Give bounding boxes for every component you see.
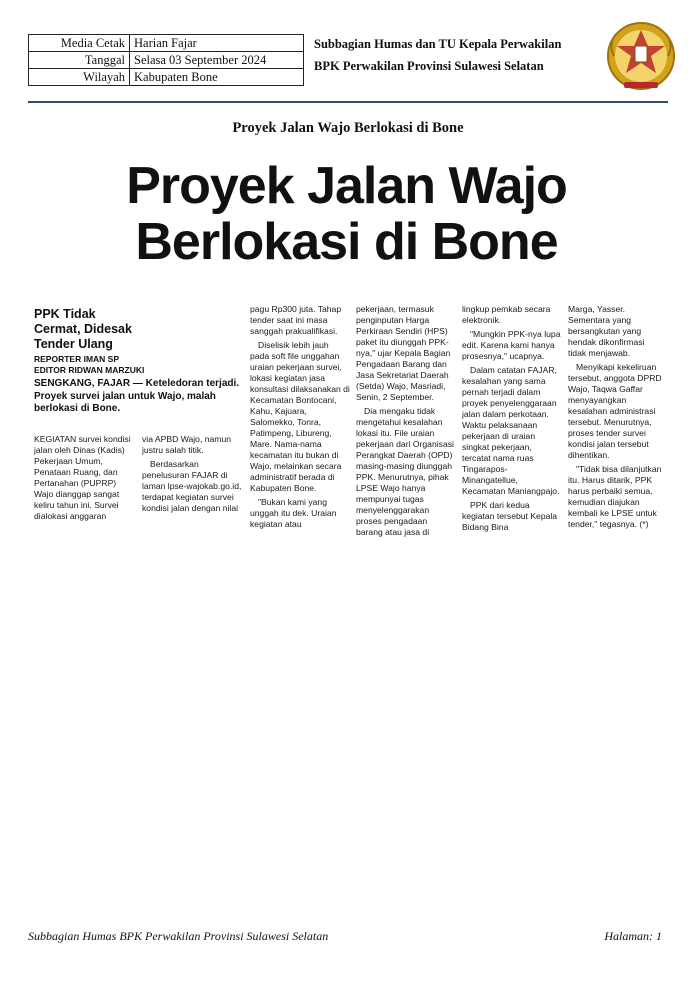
article-lead: SENGKANG, FAJAR — Keteledoran terjadi. Proyek survei jalan untuk Wajo, malah berlokasi di Bone. bbox=[34, 378, 240, 414]
paragraph: Dalam catatan FAJAR, kesalahan yang sama pernah terjadi dalam proyek penyelenggaraan jalan dalam perkotaan. Waktu pelaksanaan pekerjaan di uraian singkat pekerjaan, tercatat nama ruas Tingarapos-Minangatellue, Kecamatan Maniangpajo. bbox=[462, 365, 560, 496]
paragraph: "Bukan kami yang unggah itu dek. Uraian kegiatan atau bbox=[250, 497, 337, 529]
article-column-4 bbox=[356, 304, 456, 541]
page-number: Halaman: 1 bbox=[604, 929, 662, 943]
office-name bbox=[314, 33, 561, 77]
paragraph: Berdasarkan penelusuran FAJAR di laman lpse-wajokab.go.id, terdapat kegiatan survei kondisi jalan dengan nilai bbox=[142, 459, 242, 513]
region-info-row bbox=[29, 69, 304, 86]
paragraph: "Tidak bisa dilanjutkan itu. Harus ditarik, PPK harus perbaiki semua, kemudian diajukan kembali ke LPSE untuk tender," tegasnya. (*) bbox=[568, 464, 662, 529]
region-label: Wilayah bbox=[29, 69, 130, 86]
paragraph: Marga, Yasser. Sementara yang bersangkutan yang hendak dikonfirmasi tidak menjawab. bbox=[568, 304, 645, 358]
article-column-5 bbox=[462, 304, 562, 536]
document-title: Proyek Jalan Wajo Berlokasi di Bone bbox=[232, 120, 464, 136]
footer-office: Subbagian Humas BPK Perwakilan Provinsi Sulawesi Selatan bbox=[28, 929, 329, 943]
headline-line-2: Berlokasi di Bone bbox=[135, 213, 558, 271]
article-column-2 bbox=[142, 434, 244, 517]
media-value: Harian Fajar bbox=[130, 35, 304, 52]
paragraph: PPK dari kedua kegiatan tersebut Kepala Bidang Bina bbox=[462, 500, 558, 532]
office-line-1: Subbagian Humas dan TU Kepala Perwakilan bbox=[314, 37, 562, 51]
region-value: Kabupaten Bone bbox=[130, 69, 304, 86]
media-info-row bbox=[29, 35, 304, 52]
paragraph: pekerjaan, termasuk penginputan Harga Perkiraan Sendiri (HPS) paket itu diunggah PPK-nya," ujar Kepala Bagian Pengadaan Barang dan Jasa Sekretariat Daerah (Setda) Wajo, Masriadi, Senin, 2 September. bbox=[356, 304, 451, 402]
paragraph: Diselisik lebih jauh pada soft file unggahan uraian pekerjaan survei, lokasi kegiatan jasa konsultasi dilaksanakan di Kecamatan Bontocani, Kahu, Kajuara, Salomekko, Tonra, Patimpeng, Libureng, Mare. Nama-nama kecamatan itu bukan di Wajo, melainkan secara administratif berada di Kabupaten Bone. bbox=[250, 340, 350, 493]
media-label: Media Cetak bbox=[29, 35, 130, 52]
paragraph: Dia mengaku tidak mengetahui kesalahan lokasi itu. File uraian pekerjaan dari Organisasi Perangkat Daerah (OPD) masing-masing diunggah PPK. Menurutnya, pihak LPSE Wajo hanya mempunyai tugas menyelenggarakan proses pengadaan barang atau jasa di bbox=[356, 406, 454, 537]
article-column-6 bbox=[568, 304, 662, 533]
header-divider bbox=[28, 101, 668, 103]
article-column-1 bbox=[34, 434, 136, 525]
article-subhead: PPK Tidak Cermat, Didesak Tender Ulang bbox=[34, 307, 132, 351]
office-line-2: BPK Perwakilan Provinsi Sulawesi Selatan bbox=[314, 59, 544, 73]
paragraph: lingkup pemkab secara elektronik. bbox=[462, 304, 551, 325]
newspaper-clipping bbox=[28, 152, 665, 535]
article-column-3 bbox=[250, 304, 350, 533]
article-headline bbox=[28, 158, 665, 270]
paragraph: Menyikapi kekeliruan tersebut, anggota DPRD Wajo, Taqwa Gaffar menyayangkan kesalahan administrasi tersebut. Menurutnya, proses tender survei kondisi jalan tersebut dihentikan. bbox=[568, 362, 662, 460]
editor-credit: EDITOR RIDWAN MARZUKI bbox=[34, 365, 145, 375]
reporter-credit: REPORTER IMAN SP bbox=[34, 354, 120, 364]
headline-line-1: Proyek Jalan Wajo bbox=[126, 157, 567, 215]
bpk-emblem-icon bbox=[604, 16, 678, 94]
date-label: Tanggal bbox=[29, 52, 130, 69]
date-info-row bbox=[29, 52, 304, 69]
paragraph: via APBD Wajo, namun justru salah titik. bbox=[142, 434, 232, 455]
article-credits bbox=[34, 354, 144, 376]
paragraph: "Mungkin PPK-nya lupa edit. Karena kami hanya prosesnya," ucapnya. bbox=[462, 329, 561, 361]
date-value: Selasa 03 September 2024 bbox=[130, 52, 304, 69]
media-info-table bbox=[28, 34, 304, 86]
paragraph: pagu Rp300 juta. Tahap tender saat ini masa sanggah prakualifikasi. bbox=[250, 304, 342, 336]
paragraph: KEGIATAN survei kondisi jalan oleh Dinas (Kadis) Pekerjaan Umum, Penataan Ruang, dan Pertanahan (PUPRP) Wajo dianggap sangat keliru tahun ini. Survei dialokasi anggaran bbox=[34, 434, 131, 521]
